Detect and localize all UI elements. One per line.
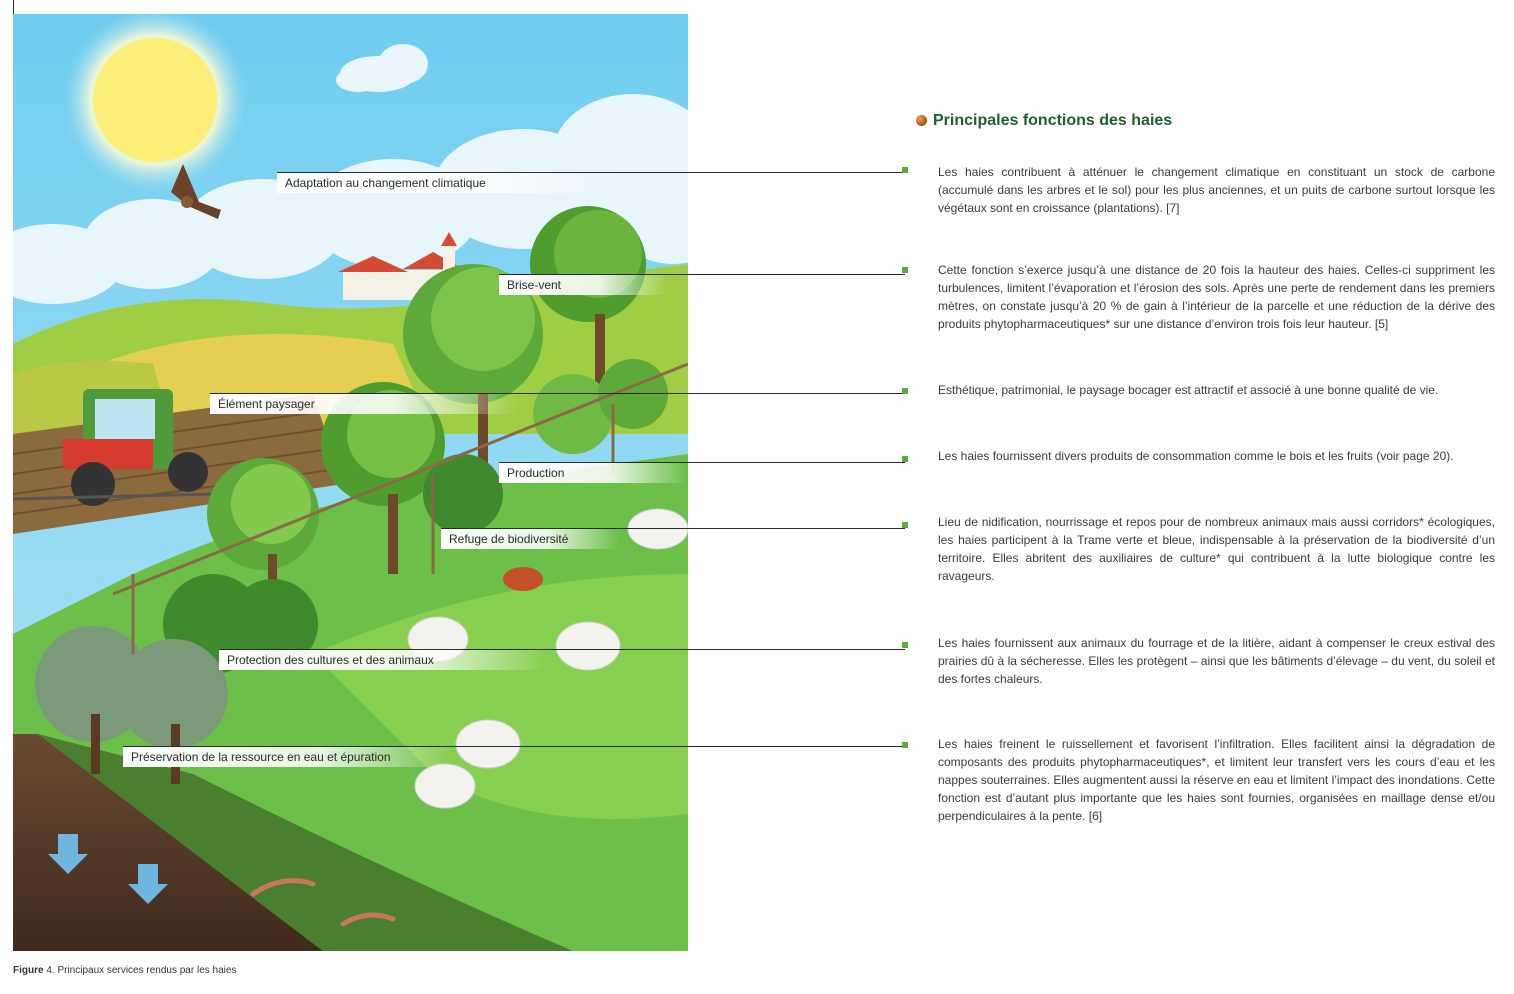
figure-caption — [13, 965, 236, 976]
section-heading — [916, 112, 1172, 130]
bullet-square-6 — [902, 642, 908, 648]
paragraph-protection: Les haies fournissent aux animaux du fourrage et de la litière, aidant à compenser le creux estival des prairies dû à la sécheresse. Elles les protègent – ainsi que les bâtiments d’élevage – du vent, du soleil et des fortes chaleurs. — [938, 636, 1495, 686]
leader-line-2 — [499, 274, 905, 275]
caption-text: 4. Principaux services rendus par les haies — [43, 965, 237, 976]
leader-line-1 — [277, 172, 905, 173]
paragraph-paysage: Esthétique, patrimonial, le paysage bocager est attractif et associé à une bonne qualité de vie. — [938, 383, 1439, 397]
bullet-square-7 — [902, 742, 908, 748]
heading-text: Principales fonctions des haies — [933, 112, 1173, 129]
label-element-paysager: Élément paysager — [210, 394, 518, 414]
bullet-square-5 — [902, 522, 908, 528]
caption-bold: Figure — [13, 965, 44, 976]
bullet-square-3 — [902, 388, 908, 394]
leader-line-6 — [219, 649, 905, 650]
leader-line-7 — [123, 746, 905, 747]
leader-line-5 — [441, 528, 905, 529]
label-refuge-biodiversite: Refuge de biodiversité — [441, 529, 619, 549]
bullet-square-4 — [902, 456, 908, 462]
heading-bullet-icon — [916, 115, 927, 126]
leader-line-4 — [499, 462, 905, 463]
hare — [503, 567, 543, 591]
leader-line-3 — [210, 393, 905, 394]
paragraph-adaptation: Les haies contribuent à atténuer le changement climatique en constituant un stock de carbone (accumulé dans les arbres et le sol) pour les plus anciennes, et un puits de carbone surtout lorsque les végétaux sont en croissance (plantations). [7] — [938, 165, 1495, 215]
paragraph-eau: Les haies freinent le ruissellement et favorisent l’infiltration. Elles facilitent ainsi la dégradation de composants des produits phytopharmaceutiques*, et limitent leur transfert vers les cours d’eau et les nappes souterraines. Elles augmentent aussi la réserve en eau et limitent l’impact des inondations. Cette fonction est d’autant plus importante que les haies sont fournies, organisées en maillage dense et/ou perpendiculaires à la pente. [6] — [938, 737, 1495, 823]
paragraph-biodiversite: Lieu de nidification, nourrissage et repos pour de nombreux animaux mais aussi corridors* écologiques, les haies participent à la Trame verte et bleue, indispensable à la préservation de la biodiversité d’un territoire. Elles abritent des auxiliaires de culture* qui contribuent à la lutte biologique contre les ravageurs. — [938, 515, 1495, 583]
sun — [93, 38, 217, 162]
bullet-square-2 — [902, 267, 908, 273]
paragraph-brise-vent: Cette fonction s’exerce jusqu’à une distance de 20 fois la hauteur des haies. Celles-ci suppriment les turbulences, limitent l’évaporation et l’érosion des sols. Après une perte de rendement dans les premiers mètres, on constate jusqu’à 20 % de gain à l’intérieur de la parcelle et une réduction de la dérive des produits phytopharmaceutiques* sur une distance d’environ trois fois leur hauteur. [5] — [938, 263, 1495, 331]
label-production: Production — [499, 463, 687, 483]
bullet-square-1 — [902, 167, 908, 173]
label-brise-vent: Brise-vent — [499, 275, 667, 295]
label-protection-cultures: Protection des cultures et des animaux — [219, 650, 547, 670]
label-preservation-eau: Préservation de la ressource en eau et épuration — [123, 747, 451, 767]
label-adaptation-climat: Adaptation au changement climatique — [277, 173, 615, 193]
paragraph-production: Les haies fournissent divers produits de consommation comme le bois et les fruits (voir page 20). — [938, 449, 1454, 463]
